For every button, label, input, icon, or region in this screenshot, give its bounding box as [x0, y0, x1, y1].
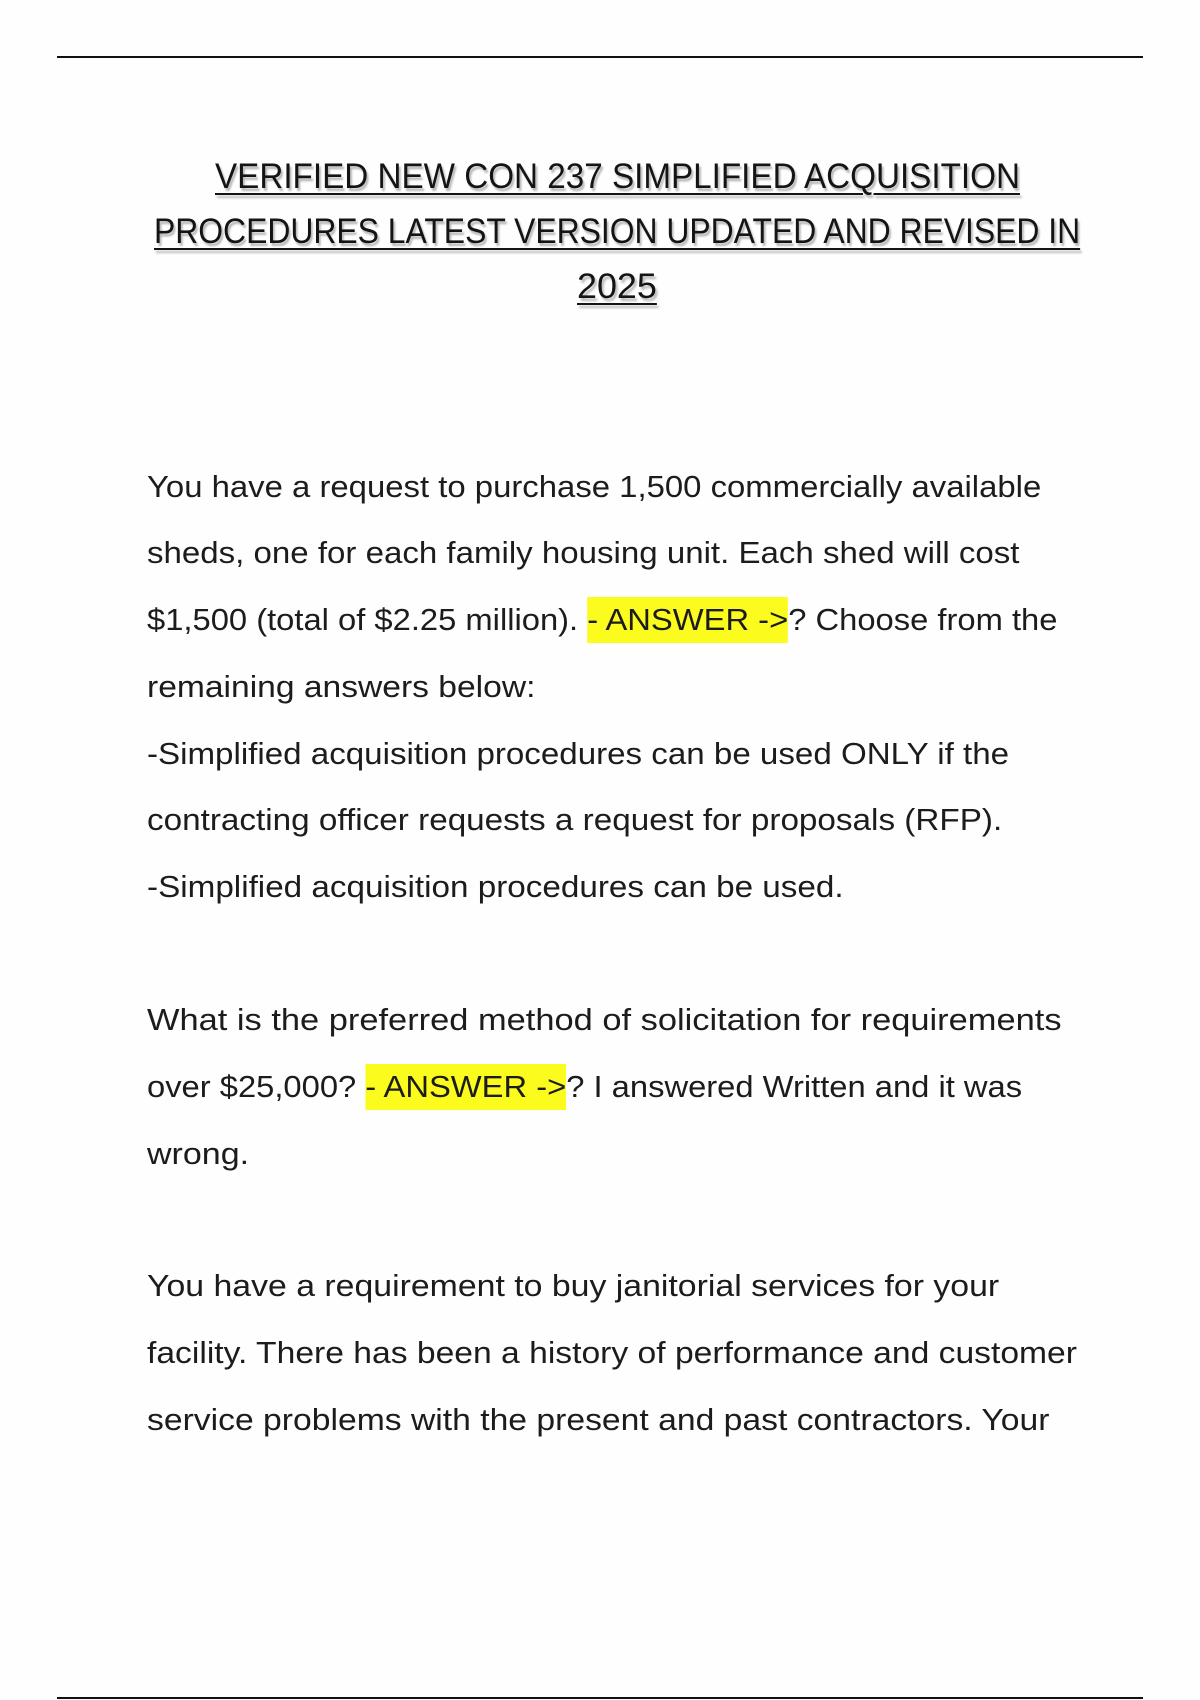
paragraph-line	[147, 1067, 1022, 1107]
header-rule	[57, 56, 1143, 58]
paragraph-line: You have a requirement to buy janitorial services for your	[147, 1268, 1000, 1303]
paragraph-line: What is the preferred method of solicitation for requirements	[147, 1002, 1062, 1037]
answer-highlight: - ANSWER ->	[365, 1064, 566, 1110]
title-text: VERIFIED NEW CON 237 SIMPLIFIED ACQUISITION	[215, 157, 1020, 196]
paragraph-line: service problems with the present and past contractors. Your	[147, 1402, 1050, 1437]
text-run: over $25,000?	[147, 1069, 366, 1104]
title-line-2	[154, 212, 1080, 252]
paragraph-line: remaining answers below:	[147, 669, 536, 704]
paragraph-line: -Simplified acquisition procedures can be used ONLY if the	[147, 736, 1010, 771]
text-run: ? I answered Written and it was	[566, 1069, 1023, 1104]
title-text: 2025	[577, 267, 657, 306]
title-line-3	[577, 267, 657, 307]
paragraph-line: facility. There has been a history of performance and customer	[147, 1335, 1077, 1370]
paragraph-line: contracting officer requests a request for proposals (RFP).	[147, 802, 1003, 837]
paragraph-line	[147, 600, 1057, 640]
text-run: $1,500 (total of $2.25 million).	[147, 602, 588, 637]
paragraph-line: You have a request to purchase 1,500 commercially available	[147, 469, 1042, 504]
footer-rule	[57, 1697, 1143, 1699]
paragraph-line: -Simplified acquisition procedures can be used.	[147, 869, 844, 904]
title-text: PROCEDURES LATEST VERSION UPDATED AND REVISED IN	[154, 212, 1081, 251]
title-line-1	[215, 157, 1020, 197]
answer-highlight: - ANSWER ->	[587, 597, 788, 643]
paragraph-line: sheds, one for each family housing unit. Each shed will cost	[147, 535, 1020, 570]
paragraph-line: wrong.	[147, 1136, 250, 1171]
text-run: ? Choose from the	[788, 602, 1058, 637]
